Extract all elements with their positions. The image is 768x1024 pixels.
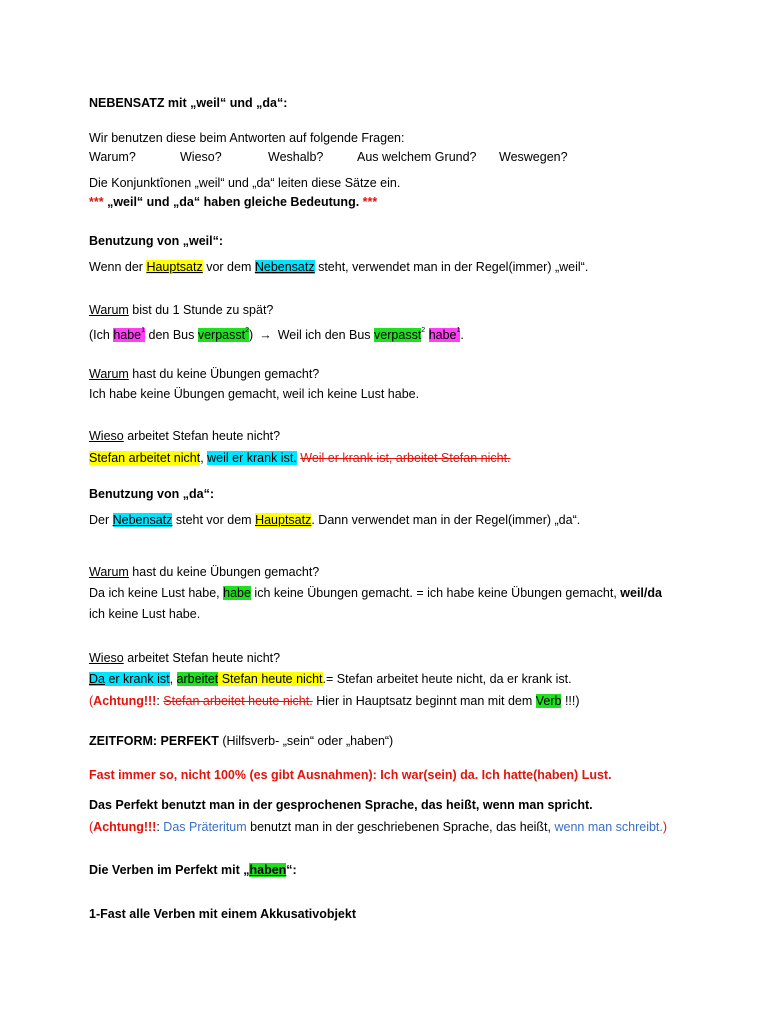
konjunktion-line: Die Konjunktȋonen „weil“ und „da“ leiten diese Sätze ein. (89, 176, 401, 190)
nebensatz-highlight: Nebensatz (254, 260, 315, 274)
weil-example1-question: Warum bist du 1 Stunde zu spät? (89, 303, 274, 317)
verb-highlight: Verb (535, 694, 562, 708)
weil-rule: Wenn der Hauptsatz vor dem Nebensatz steht, verwendet man in der Regel(immer) „weil“. (89, 260, 589, 274)
da-example2-answer: Da er krank ist, arbeitet Stefan heute nicht.= Stefan arbeitet heute nicht, da er krank ist. (89, 672, 572, 686)
verb-highlight: habe (223, 586, 251, 600)
perfekt-spoken-line: Das Perfekt benutzt man in der gesprochenen Sprache, das heißt, wenn man spricht. (89, 798, 593, 812)
verb-highlight: habe$^1$ (113, 327, 146, 342)
weil-example1-answer: (Ich habe$^1$ den Bus verpasst$^2$) → Weil ich den Bus verpasst$^2$ habe$^1$. (89, 327, 464, 342)
question-item: Wieso? (180, 150, 222, 164)
verb-highlight: verpasst (374, 328, 422, 342)
verb-highlight: verpasst$^2$ (197, 327, 250, 342)
hauptsatz-highlight: Hauptsatz (255, 513, 312, 527)
list-item: 1-Fast alle Verben mit einem Akkusativobjekt (89, 907, 356, 921)
arrow-icon: → (259, 328, 272, 342)
da-example2-question: Wieso arbeitet Stefan heute nicht? (89, 651, 281, 665)
question-item: Warum? (89, 150, 136, 164)
haben-highlight: haben (249, 863, 287, 877)
same-meaning-line: *** „weil“ und „da“ haben gleiche Bedeutung. *** (89, 195, 378, 209)
da-heading: Benutzung von „da“: (89, 487, 214, 501)
da-example1-answer: Da ich keine Lust habe, habe ich keine Übungen gemacht. = ich habe keine Übungen gemacht, weil/da (89, 586, 662, 600)
da-example1-question: Warum hast du keine Übungen gemacht? (89, 565, 320, 579)
weil-heading: Benutzung von „weil“: (89, 234, 224, 248)
question-item: Weswegen? (499, 150, 568, 164)
weil-example2-answer: Ich habe keine Übungen gemacht, weil ich keine Lust habe. (89, 387, 420, 401)
weil-example3-answer: Stefan arbeitet nicht, weil er krank ist. Weil er krank ist, arbeitet Stefan nicht. (89, 451, 511, 465)
perfekt-heading: ZEITFORM: PERFEKT (Hilfsverb- „sein“ oder „haben“) (89, 734, 394, 748)
da-rule: Der Nebensatz steht vor dem Hauptsatz. Dann verwendet man in der Regel(immer) „da“. (89, 513, 581, 527)
hauptsatz-highlight: Hauptsatz (146, 260, 203, 274)
question-item: Weshalb? (268, 150, 324, 164)
verben-haben-line: Die Verben im Perfekt mit „haben“: (89, 863, 297, 877)
weil-example3-question: Wieso arbeitet Stefan heute nicht? (89, 429, 281, 443)
da-example2-note: (Achtung!!!: Stefan arbeitet heute nicht. Hier in Hauptsatz beginnt man mit dem Verb !!!) (89, 694, 580, 708)
verb-highlight: habe$^1$ (428, 327, 461, 342)
intro-text: Wir benutzen diese beim Antworten auf folgende Fragen: (89, 131, 405, 145)
da-example1-answer-cont: ich keine Lust habe. (89, 607, 201, 621)
perfekt-red-line: Fast immer so, nicht 100% (es gibt Ausnahmen): Ich war(sein) da. Ich hatte(haben) Lust. (89, 768, 612, 782)
wrong-example: Stefan arbeitet heute nicht. (163, 694, 313, 708)
perfekt-written-line: (Achtung!!!: Das Präteritum benutzt man in der geschriebenen Sprache, das heißt, wenn man schreibt.) (89, 820, 668, 834)
question-item: Aus welchem Grund? (357, 150, 477, 164)
wrong-example: Weil er krank ist, arbeitet Stefan nicht. (300, 451, 511, 465)
page-title: NEBENSATZ mit „weil“ und „da“: (89, 96, 288, 110)
weil-example2-question: Warum hast du keine Übungen gemacht? (89, 367, 320, 381)
nebensatz-highlight: Nebensatz (112, 513, 173, 527)
